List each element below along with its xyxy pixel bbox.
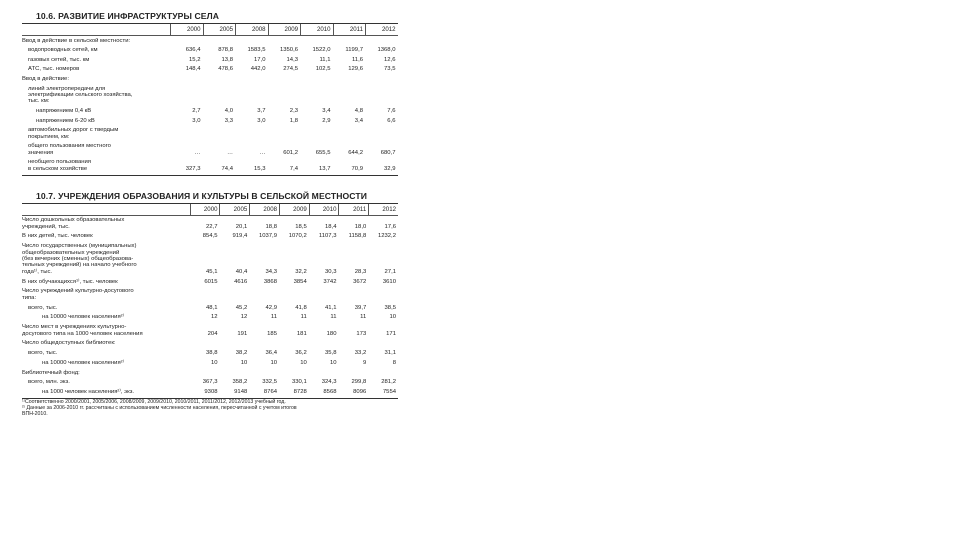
table-cell: 3,4 xyxy=(322,107,331,114)
table-cell: 38,8 xyxy=(206,350,218,357)
table-cell: 327,3 xyxy=(185,165,201,172)
table-cell: 3610 xyxy=(382,278,396,285)
table-cell: 17,6 xyxy=(384,223,396,230)
table-cell: 7554 xyxy=(382,389,396,396)
table-cell: 1368,0 xyxy=(377,47,396,54)
table-row xyxy=(22,55,398,65)
table-cell: 10 xyxy=(329,359,337,366)
table-cell: 3742 xyxy=(323,278,337,285)
table-row xyxy=(22,378,398,388)
table-cell: 27,1 xyxy=(384,268,396,275)
table-cell: 9308 xyxy=(204,389,218,396)
table-cell: 644,2 xyxy=(348,149,363,156)
table-cell: 39,7 xyxy=(354,304,367,311)
table-cell: 3,7 xyxy=(257,107,266,114)
table-row xyxy=(22,216,398,232)
table-cell: 13,7 xyxy=(319,165,331,172)
table-cell: 18,0 xyxy=(354,223,367,230)
table-cell: 11,1 xyxy=(319,56,331,63)
table-cell: 7,6 xyxy=(387,107,396,114)
table-cell: 12 xyxy=(210,314,218,321)
table-cell: 680,7 xyxy=(380,149,396,156)
table-cell: 442,0 xyxy=(250,66,266,73)
table-row xyxy=(22,65,398,75)
table-cell: 41,1 xyxy=(325,304,337,311)
table-cell: 13,8 xyxy=(221,56,233,63)
table-cell: 38,5 xyxy=(384,304,396,311)
table-cell: 185 xyxy=(267,330,277,337)
table-cell: … xyxy=(194,149,201,156)
table-row xyxy=(22,74,398,84)
table-body xyxy=(22,36,398,174)
table-cell: 74,4 xyxy=(221,165,233,172)
row-label: линий электропередачи для электрификации сельского хозяйства, тыс. км: xyxy=(28,85,133,105)
table-row xyxy=(22,322,398,338)
table-cell: 274,5 xyxy=(283,66,298,73)
table-cell: 28,3 xyxy=(354,268,367,275)
table-cell: 204 xyxy=(207,330,218,337)
row-label: напряжением 0,4 кВ xyxy=(36,107,92,114)
year-header: 2010 xyxy=(300,24,333,35)
table-cell: 2,3 xyxy=(289,107,298,114)
table-cell: 180 xyxy=(326,330,337,337)
table-cell: 601,2 xyxy=(283,149,298,156)
row-label: Число мест в учреждениях культурно- досугового типа на 1000 человек населения xyxy=(22,324,143,337)
table-cell: 38,2 xyxy=(235,350,248,357)
table-cell: 4616 xyxy=(234,278,248,285)
table-cell: 34,3 xyxy=(265,268,277,275)
table-row xyxy=(22,84,398,106)
table-cell: … xyxy=(227,149,233,156)
table-row xyxy=(22,158,398,174)
year-header: 2012 xyxy=(368,204,398,215)
row-label: необщего пользования в сельском хозяйстве xyxy=(28,159,91,172)
table-cell: 8568 xyxy=(323,389,337,396)
table-cell: 14,3 xyxy=(286,56,298,63)
row-label: всего, млн. экз. xyxy=(28,379,70,386)
table-cell: 10 xyxy=(270,359,277,366)
table-cell: 173 xyxy=(356,330,367,337)
table-cell: 3672 xyxy=(353,278,367,285)
table-cell: 171 xyxy=(386,330,396,337)
year-header: 2010 xyxy=(309,204,339,215)
table-cell: 3,0 xyxy=(257,117,266,124)
table-row xyxy=(22,277,398,287)
table-cell: 1070,2 xyxy=(288,233,307,240)
infrastructure-table xyxy=(22,23,398,176)
table-cell: 11,6 xyxy=(351,56,363,63)
table-cell: 6015 xyxy=(204,278,218,285)
table-cell: 18,4 xyxy=(325,223,337,230)
table-cell: 324,3 xyxy=(321,379,337,386)
row-label: Число государственных (муниципальных) общеобразовательных учреждений (без вечерних (сменных) общеобразова- тельных учреждений) на начало учебного года¹⁾, тыс. xyxy=(22,243,137,275)
table-cell: 15,3 xyxy=(254,165,266,172)
year-header: 2000 xyxy=(190,204,220,215)
table-row xyxy=(22,232,398,242)
table-row xyxy=(22,142,398,158)
table-cell: 45,2 xyxy=(235,304,248,311)
table-cell: 1583,5 xyxy=(247,47,266,54)
table-cell: 31,1 xyxy=(384,350,396,357)
row-label: газовых сетей, тыс. км xyxy=(28,56,90,63)
table-cell: 36,4 xyxy=(265,350,277,357)
table-cell: 1199,7 xyxy=(345,47,363,54)
row-label: АТС, тыс. номеров xyxy=(28,66,80,73)
table-row xyxy=(22,36,398,46)
table-cell: 33,2 xyxy=(354,350,367,357)
row-label: В них детей, тыс. человек xyxy=(22,233,93,240)
table-cell: 48,1 xyxy=(206,304,218,311)
table-cell: 70,9 xyxy=(351,165,363,172)
table-cell: 181 xyxy=(296,330,307,337)
table-row xyxy=(22,116,398,126)
section-title-10-6: 10.6. РАЗВИТИЕ ИНФРАСТРУКТУРЫ СЕЛА xyxy=(36,11,220,21)
row-label: Ввод в действие в сельской местности: xyxy=(22,37,131,44)
table-cell: 4,8 xyxy=(354,107,363,114)
table-cell: 22,7 xyxy=(206,223,218,230)
table-cell: 45,1 xyxy=(206,268,218,275)
row-label: Число общедоступных библиотек: xyxy=(22,340,116,347)
page xyxy=(22,10,398,417)
table-cell: 11 xyxy=(270,314,277,321)
table-header xyxy=(22,204,398,216)
table-cell: 20,1 xyxy=(235,223,248,230)
table-cell: 281,2 xyxy=(381,379,396,386)
table-cell: 32,9 xyxy=(384,165,396,172)
table-header xyxy=(22,24,398,36)
table-cell: 636,4 xyxy=(185,47,201,54)
table-cell: 1522,0 xyxy=(312,47,331,54)
table-cell: 332,5 xyxy=(262,379,277,386)
row-label: автомобильных дорог с твердым покрытием, км: xyxy=(28,127,119,140)
year-header: 2011 xyxy=(338,204,368,215)
table-row xyxy=(22,313,398,323)
table-row xyxy=(22,358,398,368)
row-label: всего, тыс. xyxy=(28,350,58,357)
table-body xyxy=(22,216,398,398)
row-label: В них обучающихся¹⁾, тыс. человек xyxy=(22,278,118,285)
table-cell: 3,4 xyxy=(354,117,363,124)
year-header: 2000 xyxy=(170,24,203,35)
table-cell: 878,8 xyxy=(218,47,233,54)
table-cell: 11 xyxy=(300,314,307,321)
table-cell: 330,1 xyxy=(291,379,307,386)
table-row xyxy=(22,303,398,313)
table-cell: 8 xyxy=(392,359,396,366)
table-cell: 299,8 xyxy=(351,379,367,386)
table-cell: 10 xyxy=(389,314,396,321)
table-row xyxy=(22,339,398,349)
year-header: 2011 xyxy=(333,24,366,35)
year-header: 2012 xyxy=(365,24,398,35)
table-row xyxy=(22,348,398,358)
table-cell: 3,0 xyxy=(192,117,201,124)
year-header: 2005 xyxy=(219,204,249,215)
table-cell: 7,4 xyxy=(289,165,298,172)
table-cell: 2,9 xyxy=(322,117,331,124)
table-cell: 102,5 xyxy=(315,66,331,73)
row-label: на 10000 человек населения²⁾ xyxy=(42,314,125,321)
table-cell: 478,6 xyxy=(218,66,233,73)
year-header: 2005 xyxy=(203,24,236,35)
table-cell: 8764 xyxy=(263,389,277,396)
table-row xyxy=(22,46,398,56)
section-title-10-7: 10.7. УЧРЕЖДЕНИЯ ОБРАЗОВАНИЯ И КУЛЬТУРЫ В СЕЛЬСКОЙ МЕСТНОСТИ xyxy=(36,190,368,201)
table-cell: 3854 xyxy=(293,278,307,285)
footnotes: ¹⁾Соответственно 2000/2001, 2005/2006, 2008/2009, 2009/2010, 2010/2011, 2011/2012, 2012/2013 учебный год. ²⁾ Данные за 2006-2010 гг. рассчитаны с использованием численности населения, пересчитанной с учетом итогов ВПН-2010. xyxy=(22,399,297,418)
table-cell: 854,5 xyxy=(202,233,218,240)
table-row xyxy=(22,388,398,398)
row-label: водопроводных сетей, км xyxy=(28,47,98,54)
table-cell: 358,2 xyxy=(232,379,248,386)
table-cell: 10 xyxy=(240,359,248,366)
table-cell: 6,6 xyxy=(387,117,396,124)
table-cell: 3,3 xyxy=(224,117,233,124)
table-cell: 4,0 xyxy=(224,107,233,114)
table-cell: 2,7 xyxy=(192,107,201,114)
table-cell: 40,4 xyxy=(235,268,248,275)
row-label: на 10000 человек населения²⁾ xyxy=(42,359,125,366)
row-label: Ввод в действие: xyxy=(22,75,69,82)
table-cell: 9148 xyxy=(234,389,248,396)
education-culture-table xyxy=(22,203,398,418)
table-cell: 18,8 xyxy=(265,223,277,230)
table-cell: 42,9 xyxy=(265,304,277,311)
year-header: 2008 xyxy=(235,24,268,35)
table-cell: 1037,9 xyxy=(258,233,277,240)
table-cell: 10 xyxy=(210,359,218,366)
table-row xyxy=(22,126,398,142)
table-cell: 148,4 xyxy=(185,66,201,73)
table-cell: 36,2 xyxy=(295,350,307,357)
table-cell: 35,8 xyxy=(325,350,337,357)
table-cell: 655,5 xyxy=(315,149,331,156)
row-label: Библиотечный фонд: xyxy=(22,369,80,376)
table-cell: 8728 xyxy=(293,389,307,396)
year-header: 2008 xyxy=(249,204,279,215)
table-row xyxy=(22,242,398,277)
table-cell: 12 xyxy=(240,314,248,321)
table-cell: 129,6 xyxy=(348,66,363,73)
table-cell: 32,2 xyxy=(295,268,307,275)
table-row xyxy=(22,106,398,116)
table-cell: 9 xyxy=(362,359,367,366)
row-label: напряжением 6-20 кВ xyxy=(36,117,95,124)
table-cell: 1107,3 xyxy=(318,233,337,240)
table-cell: … xyxy=(259,149,266,156)
table-cell: 10 xyxy=(300,359,307,366)
table-cell: 191 xyxy=(237,330,248,337)
year-header: 2009 xyxy=(279,204,309,215)
table-cell: 919,4 xyxy=(232,233,248,240)
table-cell: 18,5 xyxy=(295,223,307,230)
table-cell: 367,3 xyxy=(202,379,218,386)
table-cell: 73,5 xyxy=(384,66,396,73)
table-cell: 15,2 xyxy=(189,56,201,63)
table-cell: 17,0 xyxy=(254,56,266,63)
table-cell: 12,6 xyxy=(384,56,396,63)
row-label: общего пользования местного значения xyxy=(28,143,111,156)
table-cell: 3868 xyxy=(263,278,277,285)
table-cell: 30,3 xyxy=(325,268,337,275)
table-row xyxy=(22,368,398,378)
table-cell: 11 xyxy=(330,314,337,321)
year-header: 2009 xyxy=(268,24,301,35)
row-label: Число дошкольных образовательных учреждений, тыс. xyxy=(22,217,125,230)
table-cell: 1350,6 xyxy=(279,47,298,54)
table-cell: 11 xyxy=(360,314,367,321)
row-label: всего, тыс. xyxy=(28,304,58,311)
table-cell: 41,8 xyxy=(295,304,307,311)
table-cell: 8096 xyxy=(353,389,367,396)
table-cell: 1158,8 xyxy=(348,233,367,240)
table-cell: 1,8 xyxy=(289,117,298,124)
row-label: на 1000 человек населения²⁾, экз. xyxy=(42,389,135,396)
row-label: Число учреждений культурно-досугового типа: xyxy=(22,288,134,301)
table-row xyxy=(22,287,398,303)
table-cell: 1232,2 xyxy=(377,233,396,240)
